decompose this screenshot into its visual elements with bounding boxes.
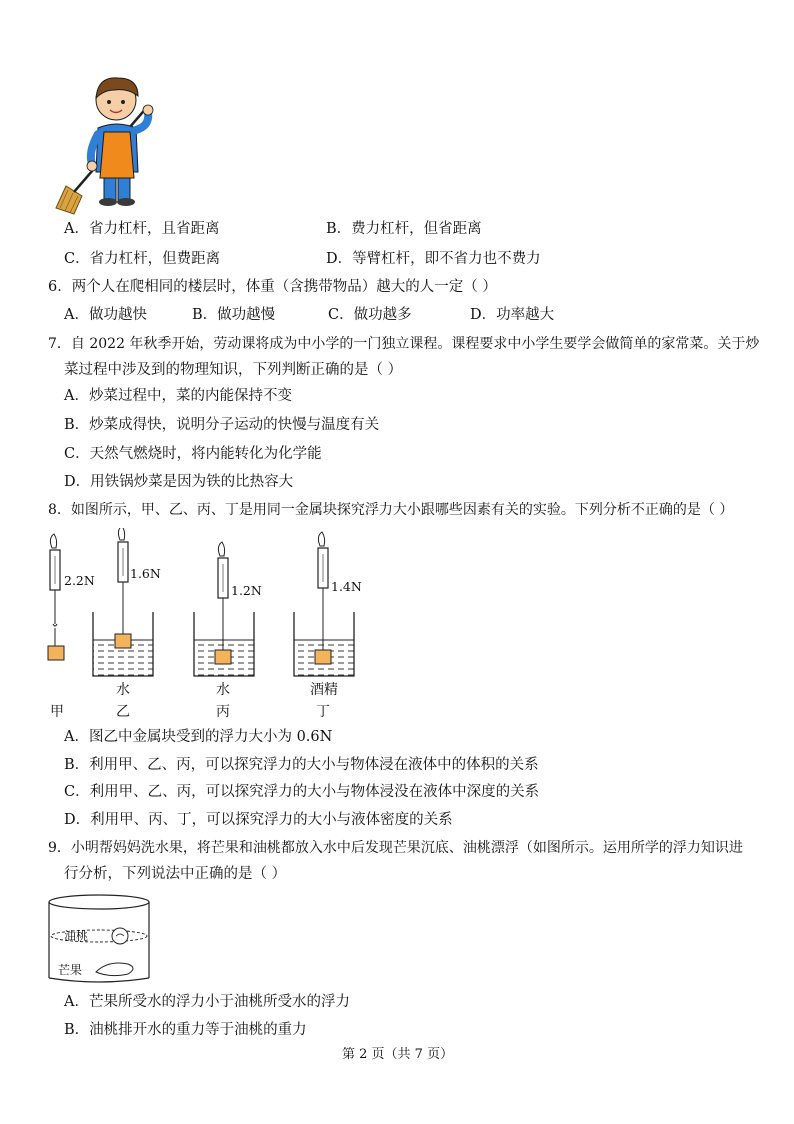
liquid-ding: 酒精	[310, 682, 338, 698]
label-yi: 乙	[116, 704, 130, 720]
liquid-yi: 水	[116, 682, 130, 698]
setup-bing	[194, 542, 262, 720]
q5-option-b: B．费力杠杆，但省距离	[326, 221, 482, 237]
setup-yi	[93, 528, 161, 720]
q8-option-d: D．利用甲、丙、丁，可以探究浮力的大小与液体密度的关系	[64, 812, 453, 828]
setup-jia	[48, 534, 95, 720]
q9-stem-line1: 9．小明帮妈妈洗水果，将芒果和油桃都放入水中后发现芒果沉底、油桃漂浮（如图所示。运用所学的浮力知识进	[48, 840, 743, 856]
buoyancy-experiment-figure	[38, 528, 368, 722]
fruit-in-water-figure	[44, 892, 154, 988]
reading-ding: 1.4N	[331, 579, 362, 594]
q6-option-b: B．做功越慢	[192, 307, 276, 323]
q7-option-c: C．天然气燃烧时，将内能转化为化学能	[64, 446, 322, 462]
q8-option-a: A．图乙中金属块受到的浮力大小为 0.6N	[64, 729, 333, 745]
label-ding: 丁	[316, 704, 330, 720]
q9-option-b: B．油桃排开水的重力等于油桃的重力	[64, 1022, 307, 1038]
setup-ding	[294, 532, 362, 720]
peach-label: 油桃	[64, 929, 89, 943]
page-number-footer: 第 2 页（共 7 页）	[342, 1047, 454, 1062]
q5-option-a: A．省力杠杆，且省距离	[64, 221, 220, 237]
q6-option-d: D．功率越大	[470, 307, 555, 323]
q9-stem-line2: 行分析，下列说法中正确的是（ ）	[64, 866, 287, 882]
q5-option-d: D．等臂杠杆，即不省力也不费力	[326, 251, 541, 267]
q7-option-b: B．炒菜成得快，说明分子运动的快慢与温度有关	[64, 417, 380, 433]
q7-option-d: D．用铁锅炒菜是因为铁的比热容大	[64, 474, 294, 490]
q6-stem: 6．两个人在爬相同的楼层时，体重（含携带物品）越大的人一定（ ）	[48, 279, 497, 295]
q5-option-c: C．省力杠杆，但费距离	[64, 251, 221, 267]
reading-bing: 1.2N	[231, 583, 262, 598]
q8-option-c: C．利用甲、乙、丙，可以探究浮力的大小与物体浸没在液体中深度的关系	[64, 784, 540, 800]
q8-stem: 8．如图所示，甲、乙、丙、丁是用同一金属块探究浮力大小跟哪些因素有关的实验。下列分析不正确的是（ ）	[48, 502, 734, 518]
reading-jia: 2.2N	[64, 573, 95, 588]
liquid-bing: 水	[216, 682, 230, 698]
q6-option-c: C．做功越多	[328, 307, 412, 323]
q8-option-b: B．利用甲、乙、丙，可以探究浮力的大小与物体浸在液体中的体积的关系	[64, 757, 539, 773]
q9-option-a: A．芒果所受水的浮力小于油桃所受水的浮力	[64, 994, 350, 1010]
label-bing: 丙	[216, 704, 230, 720]
q7-stem-line1: 7．自 2022 年秋季开始，劳动课将成为中小学的一门独立课程。课程要求中小学生要学会做简单的家常菜。关于炒	[48, 336, 760, 352]
mango-label: 芒果	[58, 963, 83, 977]
label-jia: 甲	[50, 704, 64, 720]
q6-option-a: A．做功越快	[64, 307, 147, 323]
q7-stem-line2: 菜过程中涉及到的物理知识，下列判断正确的是（ ）	[64, 362, 403, 378]
sweeping-boy-illustration	[52, 68, 162, 216]
q7-option-a: A．炒菜过程中，菜的内能保持不变	[64, 388, 292, 404]
reading-yi: 1.6N	[130, 566, 161, 581]
